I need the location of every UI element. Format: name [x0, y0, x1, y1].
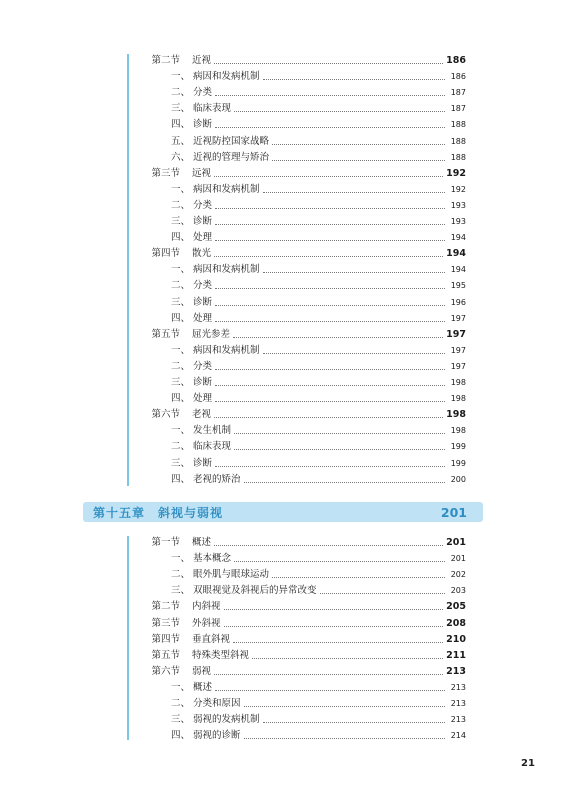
entry-page: 193	[450, 200, 466, 210]
entry-title: 散光	[192, 248, 212, 260]
entry-number: 一、	[170, 344, 190, 356]
entry-number: 一、	[170, 681, 190, 693]
dot-leader	[244, 481, 445, 483]
dot-leader	[272, 143, 445, 145]
entry-page: 194	[446, 248, 466, 260]
dot-leader	[215, 126, 445, 128]
toc-subentry[interactable]	[144, 457, 466, 471]
entry-number: 第三节	[151, 167, 180, 179]
entry-page: 199	[450, 442, 466, 452]
toc-section-entry[interactable]	[144, 54, 466, 68]
dot-leader	[215, 368, 445, 370]
toc-section-entry[interactable]	[144, 649, 466, 663]
entry-number: 第一节	[151, 537, 180, 548]
entry-title: 诊断	[193, 119, 213, 131]
toc-section-entry[interactable]	[144, 633, 466, 647]
entry-title: 病因和发病机制	[193, 71, 260, 83]
dot-leader	[320, 592, 445, 594]
entry-page: 197	[450, 313, 466, 323]
entry-title: 临床表现	[193, 103, 232, 115]
entry-title: 概述	[192, 537, 212, 548]
entry-page: 213	[450, 699, 466, 708]
toc-subentry[interactable]	[144, 312, 466, 326]
entry-title: 远视	[192, 167, 212, 179]
entry-page: 186	[450, 72, 466, 82]
toc-subentry[interactable]	[144, 713, 466, 727]
entry-title: 近视防控国家战略	[193, 135, 270, 147]
toc-subentry[interactable]	[144, 360, 466, 374]
toc-subentry[interactable]	[144, 729, 466, 743]
dot-leader	[215, 384, 445, 386]
toc-section-entry[interactable]	[144, 167, 466, 181]
toc-subentry[interactable]	[144, 568, 466, 582]
dot-leader	[244, 737, 445, 739]
entry-number: 二、	[170, 199, 190, 211]
entry-number: 三、	[170, 377, 190, 388]
entry-page: 201	[450, 554, 466, 564]
entry-number: 四、	[170, 730, 190, 742]
toc-subentry[interactable]	[144, 199, 466, 213]
entry-page: 186	[446, 55, 466, 66]
dot-leader	[252, 657, 443, 659]
chapter-page: 201	[440, 504, 467, 520]
dot-leader	[263, 78, 445, 80]
dot-leader	[215, 400, 445, 402]
entry-title: 弱视	[192, 665, 212, 677]
entry-number: 五、	[170, 135, 190, 147]
toc-subentry[interactable]	[144, 263, 466, 277]
toc-rule-top	[127, 54, 129, 486]
entry-title: 发生机制	[193, 425, 232, 437]
entry-number: 六、	[170, 151, 190, 163]
entry-number: 第二节	[151, 601, 180, 613]
entry-page: 208	[446, 617, 466, 629]
entry-number: 第六节	[151, 409, 180, 421]
dot-leader	[234, 110, 445, 112]
toc-subentry[interactable]	[144, 392, 466, 406]
dot-leader	[215, 94, 445, 96]
entry-number: 二、	[170, 569, 190, 581]
toc-section-entry[interactable]	[144, 665, 466, 679]
entry-title: 处理	[193, 232, 213, 244]
entry-title: 老视的矫治	[193, 473, 241, 485]
entry-title: 诊断	[193, 216, 213, 227]
entry-number: 四、	[170, 119, 190, 131]
entry-number: 四、	[170, 312, 190, 324]
entry-page: 202	[450, 570, 466, 580]
entry-page: 198	[450, 394, 466, 404]
dot-leader	[263, 271, 445, 273]
entry-number: 第五节	[151, 649, 180, 661]
entry-page: 205	[446, 601, 466, 613]
toc-subentry[interactable]	[144, 376, 466, 390]
entry-page: 194	[450, 233, 466, 243]
entry-page: 198	[450, 426, 466, 436]
entry-page: 196	[450, 297, 466, 307]
entry-number: 三、	[170, 457, 190, 469]
entry-title: 垂直斜视	[192, 633, 231, 645]
toc-subentry[interactable]	[144, 584, 466, 598]
entry-title: 诊断	[193, 377, 213, 388]
entry-title: 近视	[192, 55, 212, 66]
entry-title: 特殊类型斜视	[192, 649, 250, 661]
entry-number: 二、	[170, 698, 190, 709]
entry-title: 屈光参差	[192, 328, 231, 340]
toc-subentry[interactable]	[144, 231, 466, 245]
toc-section-entry[interactable]	[144, 328, 466, 342]
dot-leader	[214, 62, 443, 64]
toc-subentry[interactable]	[144, 279, 466, 293]
toc-subentry[interactable]	[144, 118, 466, 132]
dot-leader	[234, 560, 445, 562]
toc-section-entry[interactable]	[144, 600, 466, 614]
toc-subentry[interactable]	[144, 102, 466, 116]
dot-leader	[215, 689, 445, 691]
dot-leader	[263, 721, 445, 723]
entry-number: 第六节	[151, 665, 180, 677]
dot-leader	[234, 432, 445, 434]
entry-title: 弱视的发病机制	[193, 714, 260, 726]
entry-page: 213	[446, 665, 466, 677]
dot-leader	[215, 223, 445, 225]
entry-title: 基本概念	[193, 553, 232, 565]
entry-number: 第四节	[151, 633, 180, 645]
entry-title: 弱视的诊断	[193, 730, 241, 742]
entry-title: 分类	[193, 280, 213, 292]
entry-page: 187	[450, 88, 466, 98]
entry-page: 188	[450, 120, 466, 130]
entry-page: 201	[446, 537, 466, 548]
entry-page: 193	[450, 217, 466, 226]
dot-leader	[214, 673, 443, 675]
entry-title: 诊断	[193, 296, 213, 308]
entry-number: 一、	[170, 71, 190, 83]
dot-leader	[215, 207, 445, 209]
toc-subentry[interactable]	[144, 440, 466, 454]
dot-leader	[224, 625, 444, 627]
entry-title: 临床表现	[193, 441, 232, 453]
entry-number: 二、	[170, 280, 190, 292]
entry-page: 197	[450, 345, 466, 355]
entry-page: 197	[450, 361, 466, 371]
entry-page: 192	[446, 167, 466, 179]
entry-title: 病因和发病机制	[193, 264, 260, 276]
dot-leader	[215, 239, 445, 241]
dot-leader	[263, 191, 445, 193]
entry-title: 分类	[193, 360, 213, 372]
toc-subentry[interactable]	[144, 86, 466, 100]
entry-title: 外斜视	[192, 617, 221, 629]
toc-subentry[interactable]	[144, 681, 466, 695]
toc-subentry[interactable]	[144, 296, 466, 310]
entry-page: 198	[450, 378, 466, 387]
toc-subentry[interactable]	[144, 424, 466, 438]
entry-page: 198	[446, 409, 466, 421]
dot-leader	[234, 448, 445, 450]
entry-number: 第五节	[151, 328, 180, 340]
entry-page: 199	[450, 458, 466, 468]
entry-number: 四、	[170, 232, 190, 244]
toc-rule-bottom	[127, 536, 129, 740]
entry-page: 203	[450, 586, 466, 596]
toc-section-entry[interactable]	[144, 536, 466, 550]
entry-number: 三、	[170, 103, 190, 115]
toc-subentry[interactable]	[144, 552, 466, 566]
chapter-title: 第十五章 斜视与弱视	[93, 505, 224, 520]
entry-page: 192	[450, 184, 466, 194]
entry-page: 214	[450, 731, 466, 741]
entry-page: 188	[450, 136, 466, 146]
entry-page: 187	[450, 104, 466, 114]
toc-subentry[interactable]	[144, 473, 466, 487]
toc-section-entry[interactable]	[144, 408, 466, 422]
entry-page: 188	[450, 152, 466, 162]
toc-subentry[interactable]	[144, 215, 466, 229]
entry-title: 处理	[193, 312, 213, 324]
toc-section-entry[interactable]	[144, 247, 466, 261]
entry-number: 三、	[170, 296, 190, 308]
entry-number: 第二节	[151, 55, 180, 66]
chapter-heading[interactable]	[83, 502, 483, 522]
entry-page: 213	[450, 682, 466, 692]
toc-subentry[interactable]	[144, 135, 466, 149]
toc-section-entry[interactable]	[144, 617, 466, 631]
dot-leader	[244, 705, 445, 707]
entry-title: 诊断	[193, 457, 213, 469]
entry-number: 一、	[170, 553, 190, 565]
entry-title: 内斜视	[192, 601, 221, 613]
entry-number: 四、	[170, 393, 190, 405]
entry-number: 二、	[170, 87, 190, 99]
entry-number: 一、	[170, 183, 190, 195]
toc-subentry[interactable]	[144, 697, 466, 711]
dot-leader	[214, 175, 443, 177]
dot-leader	[233, 336, 443, 338]
entry-number: 第三节	[151, 617, 180, 629]
entry-number: 二、	[170, 360, 190, 372]
dot-leader	[272, 159, 445, 161]
dot-leader	[214, 544, 443, 546]
entry-title: 病因和发病机制	[193, 183, 260, 195]
entry-number: 三、	[170, 585, 190, 597]
dot-leader	[215, 287, 445, 289]
entry-title: 概述	[193, 681, 213, 693]
dot-leader	[215, 304, 445, 306]
entry-title: 分类和原因	[193, 698, 241, 709]
entry-number: 三、	[170, 714, 190, 726]
toc-subentry[interactable]	[144, 151, 466, 165]
entry-title: 处理	[193, 393, 213, 405]
toc-subentry[interactable]	[144, 344, 466, 358]
entry-page: 211	[446, 649, 466, 661]
dot-leader	[272, 576, 445, 578]
entry-title: 分类	[193, 87, 213, 99]
entry-title: 近视的管理与矫治	[193, 151, 270, 163]
dot-leader	[233, 641, 443, 643]
entry-page: 195	[450, 281, 466, 291]
entry-number: 四、	[170, 473, 190, 485]
dot-leader	[214, 255, 443, 257]
entry-number: 三、	[170, 216, 190, 227]
entry-number: 一、	[170, 425, 190, 437]
entry-number: 一、	[170, 264, 190, 276]
toc-subentry[interactable]	[144, 183, 466, 197]
entry-number: 二、	[170, 441, 190, 453]
toc-subentry[interactable]	[144, 70, 466, 84]
entry-page: 197	[446, 328, 466, 340]
page-number: 21	[521, 758, 535, 769]
entry-page: 194	[450, 265, 466, 275]
entry-page: 210	[446, 633, 466, 645]
entry-page: 213	[450, 715, 466, 725]
entry-title: 分类	[193, 199, 213, 211]
entry-number: 第四节	[151, 248, 180, 260]
entry-title: 老视	[192, 409, 212, 421]
entry-page: 200	[450, 474, 466, 484]
entry-title: 双眼视觉及斜视后的异常改变	[193, 585, 317, 597]
entry-title: 眼外肌与眼球运动	[193, 569, 270, 581]
dot-leader	[214, 416, 443, 418]
dot-leader	[215, 465, 445, 467]
dot-leader	[224, 608, 444, 610]
dot-leader	[215, 320, 445, 322]
dot-leader	[263, 352, 445, 354]
entry-title: 病因和发病机制	[193, 344, 260, 356]
